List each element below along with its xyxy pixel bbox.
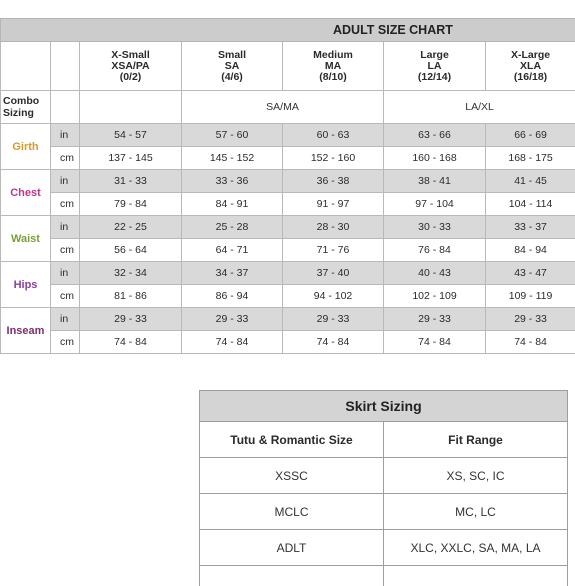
measurement-value: 64 - 71 — [182, 239, 283, 262]
measurement-value: 36 - 38 — [283, 170, 384, 193]
measurement-value: 76 - 84 — [384, 239, 486, 262]
measurement-value: 22 - 25 — [80, 216, 182, 239]
measurement-value: 102 - 109 — [384, 285, 486, 308]
measurement-value: 38 - 41 — [384, 170, 486, 193]
measurement-row-inseam-cm — [1, 331, 575, 354]
skirt-title-row — [200, 391, 568, 422]
unit-label: in — [51, 262, 80, 285]
unit-label: cm — [51, 331, 80, 354]
measurement-value: 33 - 37 — [486, 216, 575, 239]
chart-title-row — [1, 19, 575, 42]
unit-label: in — [51, 124, 80, 147]
adult-size-chart — [0, 18, 575, 354]
measurement-label-inseam: Inseam — [1, 308, 51, 354]
measurement-value: 25 - 28 — [182, 216, 283, 239]
measurement-value: 168 - 175 — [486, 147, 575, 170]
combo-sizing-row — [1, 91, 575, 124]
measurement-value: 54 - 57 — [80, 124, 182, 147]
measurement-label-hips: Hips — [1, 262, 51, 308]
measurement-value: 137 - 145 — [80, 147, 182, 170]
measurement-value: 94 - 102 — [283, 285, 384, 308]
skirt-sizing-table — [199, 390, 568, 586]
measurement-value: 29 - 33 — [486, 308, 575, 331]
measurement-value: 97 - 104 — [384, 193, 486, 216]
skirt-col-size-header: Tutu & Romantic Size — [200, 422, 384, 458]
measurement-label-waist: Waist — [1, 216, 51, 262]
measurement-row-girth-in — [1, 124, 575, 147]
measurement-row-chest-cm — [1, 193, 575, 216]
measurement-value: 74 - 84 — [182, 331, 283, 354]
skirt-row — [200, 530, 568, 566]
skirt-size-cell: XSSC — [200, 458, 384, 494]
skirt-title: Skirt Sizing — [200, 391, 568, 422]
measurement-value: 33 - 36 — [182, 170, 283, 193]
measurement-value: 74 - 84 — [283, 331, 384, 354]
measurement-value: 56 - 64 — [80, 239, 182, 262]
chart-title: ADULT SIZE CHART — [1, 19, 575, 42]
measurement-value: 81 - 86 — [80, 285, 182, 308]
size-header-xsmall: X-Small XSA/PA (0/2) — [80, 42, 182, 91]
skirt-row — [200, 494, 568, 530]
skirt-fit-cell — [384, 566, 568, 586]
measurement-value: 104 - 114 — [486, 193, 575, 216]
measurement-value: 79 - 84 — [80, 193, 182, 216]
skirt-fit-cell: XLC, XXLC, SA, MA, LA — [384, 530, 568, 566]
skirt-size-cell: ADLT — [200, 530, 384, 566]
skirt-row — [200, 566, 568, 586]
unit-label: cm — [51, 193, 80, 216]
unit-label: cm — [51, 285, 80, 308]
size-header-medium: Medium MA (8/10) — [283, 42, 384, 91]
unit-label: in — [51, 170, 80, 193]
measurement-value: 40 - 43 — [384, 262, 486, 285]
measurement-value: 109 - 119 — [486, 285, 575, 308]
size-header-large: Large LA (12/14) — [384, 42, 486, 91]
measurement-value: 29 - 33 — [80, 308, 182, 331]
measurement-value: 29 - 33 — [182, 308, 283, 331]
measurement-value: 74 - 84 — [384, 331, 486, 354]
measurement-value: 84 - 91 — [182, 193, 283, 216]
size-header-row — [1, 42, 575, 91]
measurement-value: 71 - 76 — [283, 239, 384, 262]
measurement-value: 28 - 30 — [283, 216, 384, 239]
measurement-row-waist-cm — [1, 239, 575, 262]
size-header-small: Small SA (4/6) — [182, 42, 283, 91]
measurement-value: 91 - 97 — [283, 193, 384, 216]
measurement-value: 60 - 63 — [283, 124, 384, 147]
measurement-label-chest: Chest — [1, 170, 51, 216]
combo-group-sa-ma: SA/MA — [182, 91, 384, 124]
unit-label: in — [51, 308, 80, 331]
combo-blank-unit — [51, 91, 80, 124]
measurement-row-waist-in — [1, 216, 575, 239]
skirt-size-cell: MCLC — [200, 494, 384, 530]
measurement-value: 30 - 33 — [384, 216, 486, 239]
measurement-label-girth: Girth — [1, 124, 51, 170]
header-blank-unit — [51, 42, 80, 91]
skirt-header-row — [200, 422, 568, 458]
measurement-value: 34 - 37 — [182, 262, 283, 285]
measurement-value: 63 - 66 — [384, 124, 486, 147]
header-blank — [1, 42, 51, 91]
skirt-row — [200, 458, 568, 494]
combo-sizing-label: Combo Sizing — [1, 91, 51, 124]
measurement-value: 145 - 152 — [182, 147, 283, 170]
measurement-value: 32 - 34 — [80, 262, 182, 285]
skirt-size-cell — [200, 566, 384, 586]
measurement-row-chest-in — [1, 170, 575, 193]
unit-label: in — [51, 216, 80, 239]
measurement-value: 43 - 47 — [486, 262, 575, 285]
measurement-value: 37 - 40 — [283, 262, 384, 285]
unit-label: cm — [51, 147, 80, 170]
measurement-value: 74 - 84 — [486, 331, 575, 354]
skirt-col-fit-header: Fit Range — [384, 422, 568, 458]
combo-group-la-xl: LA/XL — [384, 91, 575, 124]
measurement-row-girth-cm — [1, 147, 575, 170]
measurement-value: 152 - 160 — [283, 147, 384, 170]
measurement-value: 29 - 33 — [283, 308, 384, 331]
measurement-row-hips-in — [1, 262, 575, 285]
measurement-row-inseam-in — [1, 308, 575, 331]
measurement-value: 160 - 168 — [384, 147, 486, 170]
combo-blank-xsmall — [80, 91, 182, 124]
measurement-value: 29 - 33 — [384, 308, 486, 331]
measurement-value: 84 - 94 — [486, 239, 575, 262]
measurement-row-hips-cm — [1, 285, 575, 308]
unit-label: cm — [51, 239, 80, 262]
measurement-value: 57 - 60 — [182, 124, 283, 147]
measurement-value: 86 - 94 — [182, 285, 283, 308]
measurement-value: 74 - 84 — [80, 331, 182, 354]
skirt-fit-cell: MC, LC — [384, 494, 568, 530]
size-header-xlarge: X-Large XLA (16/18) — [486, 42, 575, 91]
measurement-value: 41 - 45 — [486, 170, 575, 193]
measurement-value: 66 - 69 — [486, 124, 575, 147]
measurement-value: 31 - 33 — [80, 170, 182, 193]
skirt-fit-cell: XS, SC, IC — [384, 458, 568, 494]
